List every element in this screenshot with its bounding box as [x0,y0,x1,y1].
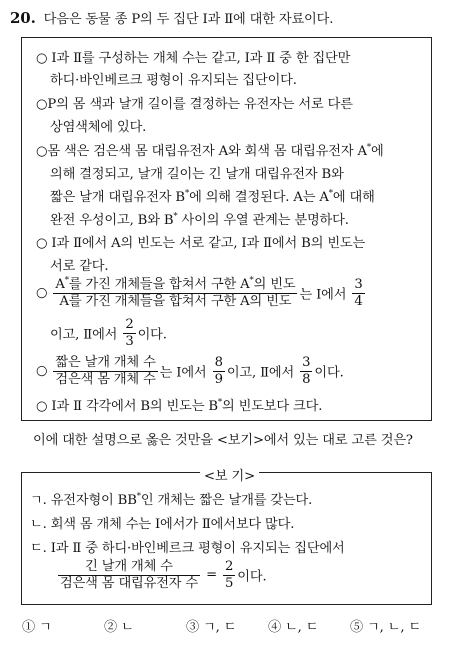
fraction-denominator: 5 [225,575,234,591]
bogi-text: 이다. [237,569,267,585]
bullet-mark: ○ [36,51,48,66]
bogi-title-text: <보 기> [200,469,259,484]
choice-mark: ③ [186,620,200,635]
star-superscript: * [173,211,178,222]
star-superscript: * [217,397,222,408]
bullet-mark: ○ [36,97,48,112]
info-text: 짧은 날개 대립유전자 B [50,190,185,205]
info-text: 서로 같다. [50,259,109,274]
choice-text: ㄴ, ㄷ [285,620,319,635]
question-text: 다음은 동물 종 P의 두 집단 Ⅰ과 Ⅱ에 대한 자료이다. [43,12,334,27]
fraction-value [352,277,364,309]
info-text: 에 의해 결정된다. A는 A [189,190,329,205]
star-superscript: * [328,188,333,199]
info-bullet-1 [36,47,350,66]
info-bullet-4-cont [50,255,108,274]
info-text: Ⅰ과 Ⅱ 각각에서 B의 빈도는 B [51,399,218,414]
star-superscript: * [136,491,141,502]
fraction-numerator: 2 [125,317,134,332]
choice-2[interactable] [104,616,134,635]
bogi-text: 유전자형이 BB [50,493,137,508]
equals-sign: = [206,567,217,583]
item-mark: ㄴ. [30,517,47,532]
bogi-item-g [30,489,312,508]
fraction-value [300,355,312,387]
frac-text: A [55,277,65,292]
fraction-value [223,559,235,591]
bogi-text: 인 개체는 짧은 날개를 갖는다. [140,493,313,508]
choice-text: ㄱ, ㄷ [203,620,237,635]
question-prompt: 이에 대한 설명으로 옳은 것만을 <보기>에서 있는 대로 고른 것은? [33,433,413,448]
info-text: 하디·바인베르크 평형이 유지되는 집단이다. [50,73,297,88]
info-text: P의 몸 색과 날개 길이를 결정하는 유전자는 서로 다른 [47,97,353,112]
frac-text: 의 빈도 [253,277,296,292]
info-bullet-3-cont-2 [50,186,375,205]
info-bullet-6 [36,355,344,387]
fraction-denominator: 검은색 몸 대립유전자 수 [60,575,199,591]
bullet-mark: ○ [36,399,48,414]
bogi-box [21,472,432,605]
choice-4[interactable] [268,616,318,635]
frac-text: 를 가진 개체들을 합쳐서 구한 A [68,277,250,292]
bogi-item-d [30,537,345,556]
fraction-value [123,317,135,349]
info-bullet-5 [36,277,367,309]
info-text: 이고, Ⅱ에서 [50,327,118,343]
info-text: 사이의 우열 관계는 분명하다. [177,213,349,228]
fraction-numerator: 3 [354,277,363,292]
fraction-denominator: 검은색 몸 개체 수 [55,371,156,387]
info-bullet-2-cont [50,116,146,135]
star-superscript: * [366,142,371,153]
bogi-item-d-cont [56,559,267,591]
bogi-text: 회색 몸 개체 수는 Ⅰ에서가 Ⅱ에서보다 많다. [50,517,295,532]
info-bullet-3-cont-3 [50,209,349,228]
choice-1[interactable] [22,616,52,635]
bullet-mark: ○ [36,236,48,251]
choice-3[interactable] [186,616,236,635]
info-text: Ⅰ과 Ⅱ를 구성하는 개체 수는 같고, Ⅰ과 Ⅱ 중 한 집단만 [51,51,351,66]
info-text: 는 Ⅰ에서 [159,365,207,381]
choice-mark: ④ [268,620,282,635]
fraction-numerator: 2 [225,559,234,574]
info-text: 의해 결정되고, 날개 길이는 긴 날개 대립유전자 B와 [50,167,344,182]
choice-mark: ② [104,620,118,635]
fraction-denominator: 4 [354,293,363,309]
bullet-mark: ○ [36,363,48,379]
star-superscript: * [64,275,69,286]
info-text: 완전 우성이고, B와 B [50,213,174,228]
info-bullet-7 [36,395,322,414]
allele-frequency-ratio [53,277,297,309]
bullet-mark: ○ [36,285,48,301]
info-bullet-1-cont [50,69,297,88]
fraction-denominator: A를 가진 개체들을 합쳐서 구한 A의 빈도 [59,293,292,309]
info-text: 상염색체에 있다. [50,120,147,135]
info-bullet-3 [36,140,384,159]
wing-allele-ratio [58,559,200,591]
item-mark: ㄷ. [30,541,47,556]
info-text: 는 Ⅰ에서 [299,287,347,303]
bogi-title [0,465,459,484]
info-text: 의 빈도보다 크다. [221,399,323,414]
star-superscript: * [249,275,254,286]
bogi-item-n [30,513,294,532]
info-bullet-5-cont [50,317,167,349]
fraction-numerator: 8 [214,355,223,370]
info-text: 이다. [314,365,344,381]
choice-text: ㄱ [39,620,52,635]
info-text: Ⅰ과 Ⅱ에서 A의 빈도는 서로 같고, Ⅰ과 Ⅱ에서 B의 빈도는 [51,236,366,251]
info-bullet-3-cont-1 [50,163,344,182]
info-text: 에 대해 [332,190,375,205]
info-bullet-4 [36,232,365,251]
data-box [21,37,432,421]
info-text: 이다. [137,327,167,343]
choice-mark: ⑤ [350,620,364,635]
fraction-numerator: 긴 날개 개체 수 [58,559,200,576]
choice-text: ㄴ [121,620,134,635]
info-text: 이고, Ⅱ에서 [226,365,295,381]
choice-text: ㄱ, ㄴ, ㄷ [367,620,422,635]
fraction-denominator: 8 [302,371,311,387]
question-number: 20. [10,9,36,27]
question-header [10,8,333,27]
bullet-mark: ○ [36,144,48,159]
fraction-denominator: 9 [214,371,223,387]
info-text: 에 [370,144,384,159]
choice-5[interactable] [350,616,421,635]
info-text: 몸 색은 검은색 몸 대립유전자 A와 회색 몸 대립유전자 A [47,144,367,159]
fraction-numerator: 3 [302,355,311,370]
info-bullet-2 [36,93,353,112]
individual-count-ratio [53,355,157,387]
fraction-denominator: 3 [125,333,134,349]
star-superscript: * [184,188,190,199]
bogi-text: Ⅰ과 Ⅱ 중 하디·바인베르크 평형이 유지되는 집단에서 [50,541,345,556]
choice-mark: ① [22,620,36,635]
item-mark: ㄱ. [30,493,47,508]
fraction-value [213,355,225,387]
fraction-numerator: 짧은 날개 개체 수 [55,355,156,370]
